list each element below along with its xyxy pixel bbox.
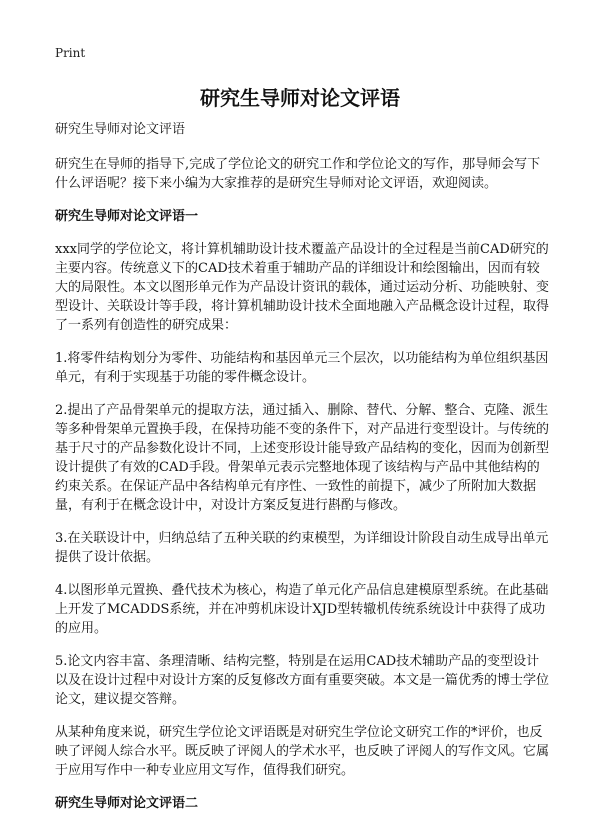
article-body	[55, 120, 550, 827]
section1-point-4: 4.以图形单元置换、叠代技术为核心，构造了单元化产品信息建模原型系统。在此基础上开发了MCADDS系统，并在冲剪机床设计XJD型转辙机传统系统设计中获得了成功的应用。	[55, 583, 549, 636]
intro-paragraph: 研究生在导师的指导下,完成了学位论文的研究工作和学位论文的写作，那导师会写下什么评语呢？接下来小编为大家推荐的是研究生导师对论文评语，欢迎阅读。	[55, 157, 541, 191]
section-heading-1: 研究生导师对论文评语一	[55, 209, 199, 224]
section1-conclusion: 从某种角度来说，研究生学位论文评语既是对研究生学位论文研究工作的*评价，也反映了评阅人综合水平。既反映了评阅人的学术水平，也反映了评阅人的写作文风。它属于应用写作中一种专业应用文写作，值得我们研究。	[55, 725, 550, 778]
section1-point-1: 1.将零件结构划分为零件、功能结构和基因单元三个层次，以功能结构为单位组织基因单元，有利于实现基于功能的零件概念设计。	[55, 351, 549, 385]
print-link[interactable]: Print	[55, 46, 86, 60]
section1-point-2: 2.提出了产品骨架单元的提取方法，通过插入、删除、替代、分解、整合、克隆、派生等多种骨架单元置换手段，在保持功能不变的条件下，对产品进行变型设计。与传统的基于尺寸的产品参数化设计不同，上述变形设计能导致产品结构的变化，因而为创新型设计提供了有效的CAD手段。骨架单元表示完整地体现了该结构与产品中其他结构的约束关系。在保证产品中各结构单元有序性、一致性的前提下，减少了所附加大数据量，有利于在概念设计中，对设计方案反复进行斟酌与修改。	[55, 403, 550, 513]
section1-point-5: 5.论文内容丰富、条理清晰、结构完整，特别是在运用CAD技术辅助产品的变型设计以及在设计过程中对设计方案的反复修改方面有重要突破。本文是一篇优秀的博士学位论文，建议提交答辩。	[55, 654, 550, 707]
section1-point-3: 3.在关联设计中，归纳总结了五种关联的约束模型，为详细设计阶段自动生成导出单元提供了设计依据。	[55, 531, 549, 565]
section1-paragraph: xxx同学的学位论文，将计算机辅助设计技术覆盖产品设计的全过程是当前CAD研究的主要内容。传统意义下的CAD技术着重于辅助产品的详细设计和绘图输出，因而有较大的局限性。本文以图形单元作为产品设计资讯的载体，通过运动分析、功能映射、变型设计、关联设计等手段，将计算机辅助设计技术全面地融入产品概念设计过程，取得了一系列有创造性的研究成果：	[55, 242, 550, 333]
section-heading-2: 研究生导师对论文评语二	[55, 796, 199, 811]
article-subtitle: 研究生导师对论文评语	[55, 122, 186, 137]
page-title: 研究生导师对论文评语	[200, 86, 400, 110]
